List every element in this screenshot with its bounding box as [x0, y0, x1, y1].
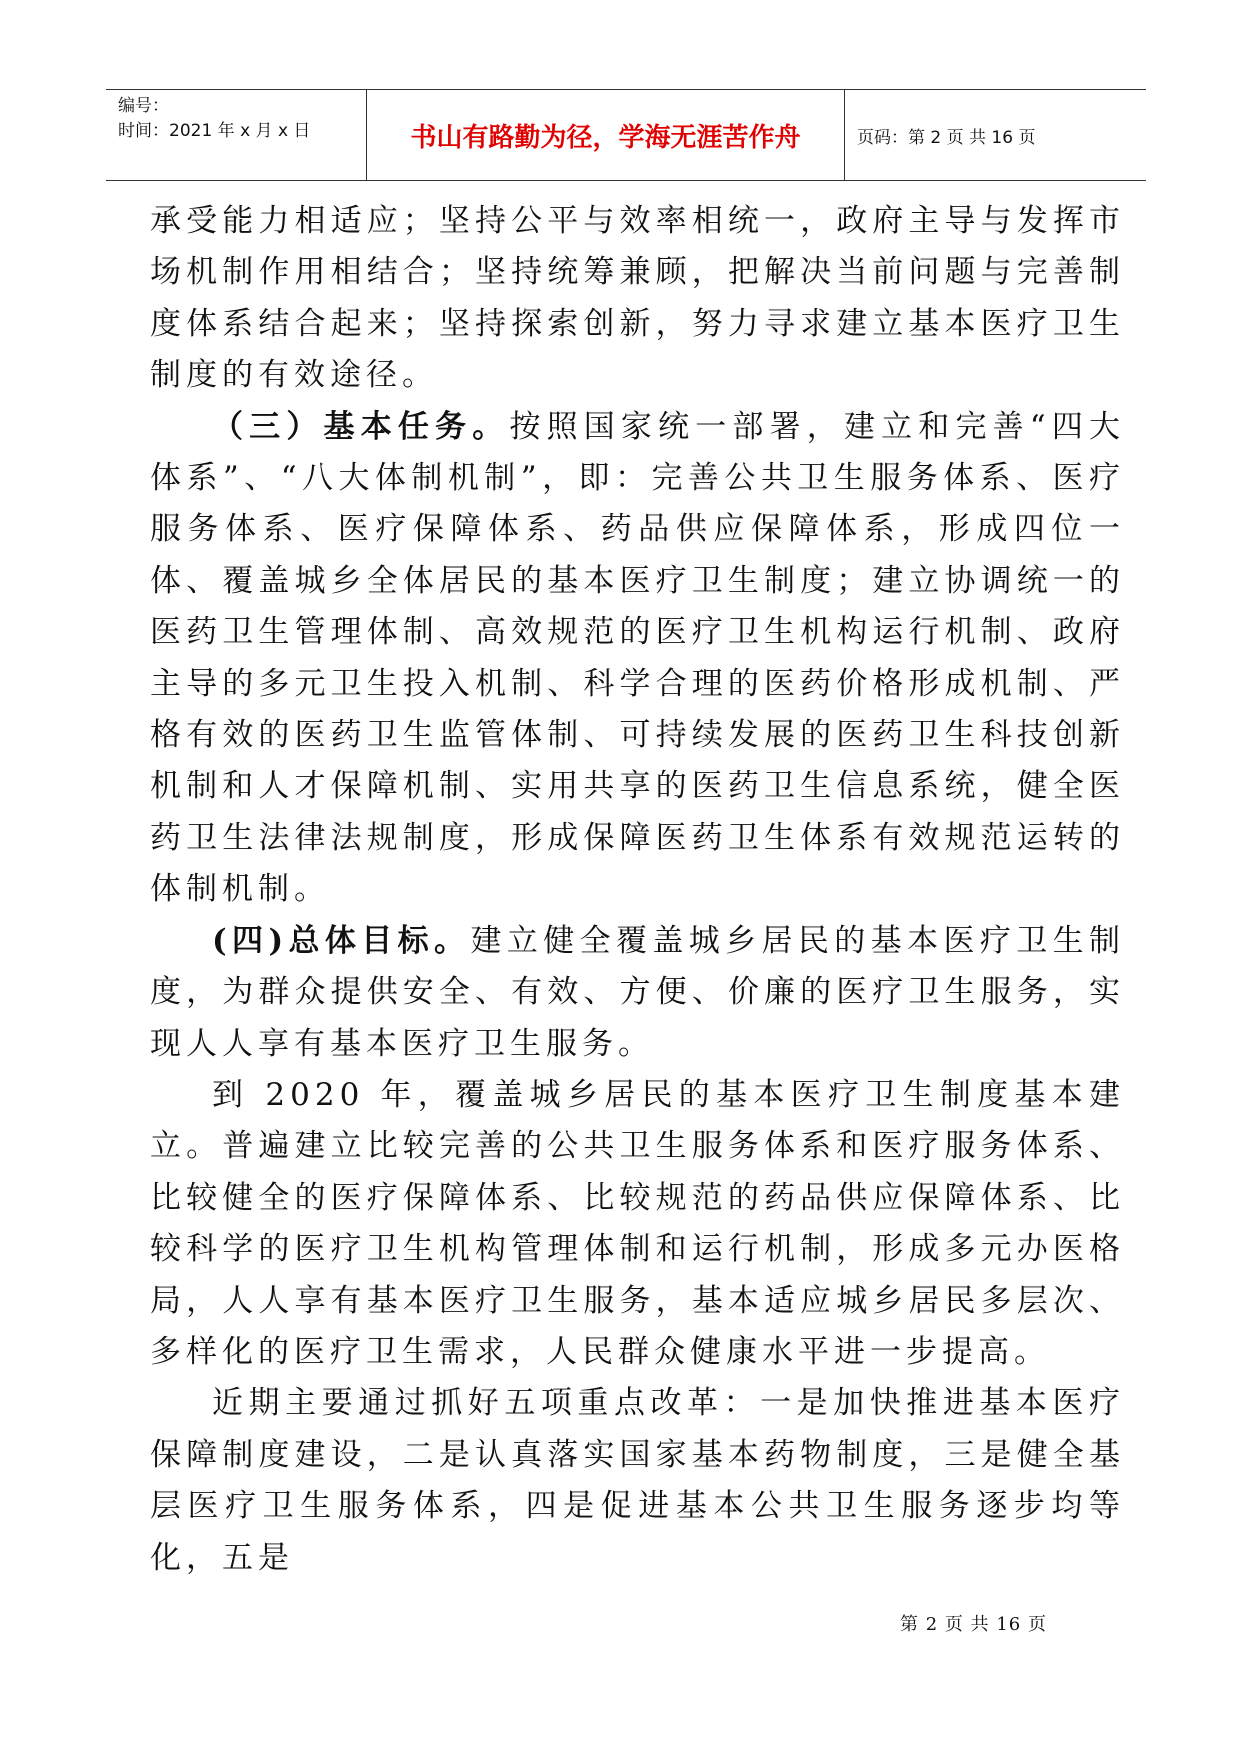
- paragraph-text: 近期主要通过抓好五项重点改革：一是加快推进基本医疗保障制度建设，二是认真落实国家基本药物制度，三是健全基层医疗卫生服务体系，四是促进基本公共卫生服务逐步均等化，五是: [150, 1385, 1125, 1576]
- paragraph: [150, 916, 1125, 1070]
- paragraph-text: 承受能力相适应；坚持公平与效率相统一，政府主导与发挥市场机制作用相结合；坚持统筹兼顾，把解决当前问题与完善制度体系结合起来；坚持探索创新，努力寻求建立基本医疗卫生制度的有效途径。: [150, 203, 1125, 394]
- paragraph-text: 建立健全覆盖城乡居民的基本医疗卫生制度，为群众提供安全、有效、方便、价廉的医疗卫生服务，实现人人享有基本医疗卫生服务。: [150, 922, 1126, 1062]
- paragraph-text: 按照国家统一部署，建立和完善“四大体系”、“八大体制机制”，即：完善公共卫生服务体系、医疗服务体系、医疗保障体系、药品供应保障体系，形成四位一体、覆盖城乡全体居民的基本医疗卫生制度；建立协调统一的医药卫生管理体制、高效规范的医疗卫生机构运行机制、政府主导的多元卫生投入机制、科学合理的医药价格形成机制、严格有效的医药卫生监管体制、可持续发展的医药卫生科技创新机制和人才保障机制、实用共享的医药卫生信息系统，健全医药卫生法律法规制度，形成保障医药卫生体系有效规范运转的体制机制。: [150, 408, 1125, 908]
- header-page-info: 页码：第 2 页 共 16 页: [857, 127, 1036, 148]
- paragraph: [150, 402, 1125, 916]
- header-meta: [106, 90, 367, 180]
- document-number-label: 编号：: [118, 96, 169, 116]
- document-time-label: 时间：2021 年 x 月 x 日: [118, 121, 311, 141]
- page-header: [106, 89, 1146, 181]
- section-heading: (四)总体目标。: [212, 922, 471, 959]
- page-footer: 第 2 页 共 16 页: [900, 1614, 1047, 1635]
- paragraph: [150, 1070, 1125, 1378]
- paragraph-text: 到 2020 年，覆盖城乡居民的基本医疗卫生制度基本建立。普遍建立比较完善的公共卫生服务体系和医疗服务体系、比较健全的医疗保障体系、比较规范的药品供应保障体系、比较科学的医疗卫生机构管理体制和运行机制，形成多元办医格局，人人享有基本医疗卫生服务，基本适应城乡居民多层次、多样化的医疗卫生需求，人民群众健康水平进一步提高。: [150, 1076, 1125, 1370]
- section-heading: （三）基本任务。: [212, 408, 510, 445]
- paragraph: [150, 196, 1125, 402]
- document-body: [150, 196, 1125, 1584]
- paragraph: [150, 1378, 1125, 1584]
- header-motto: 书山有路勤为径，学海无涯苦作舟: [367, 90, 845, 180]
